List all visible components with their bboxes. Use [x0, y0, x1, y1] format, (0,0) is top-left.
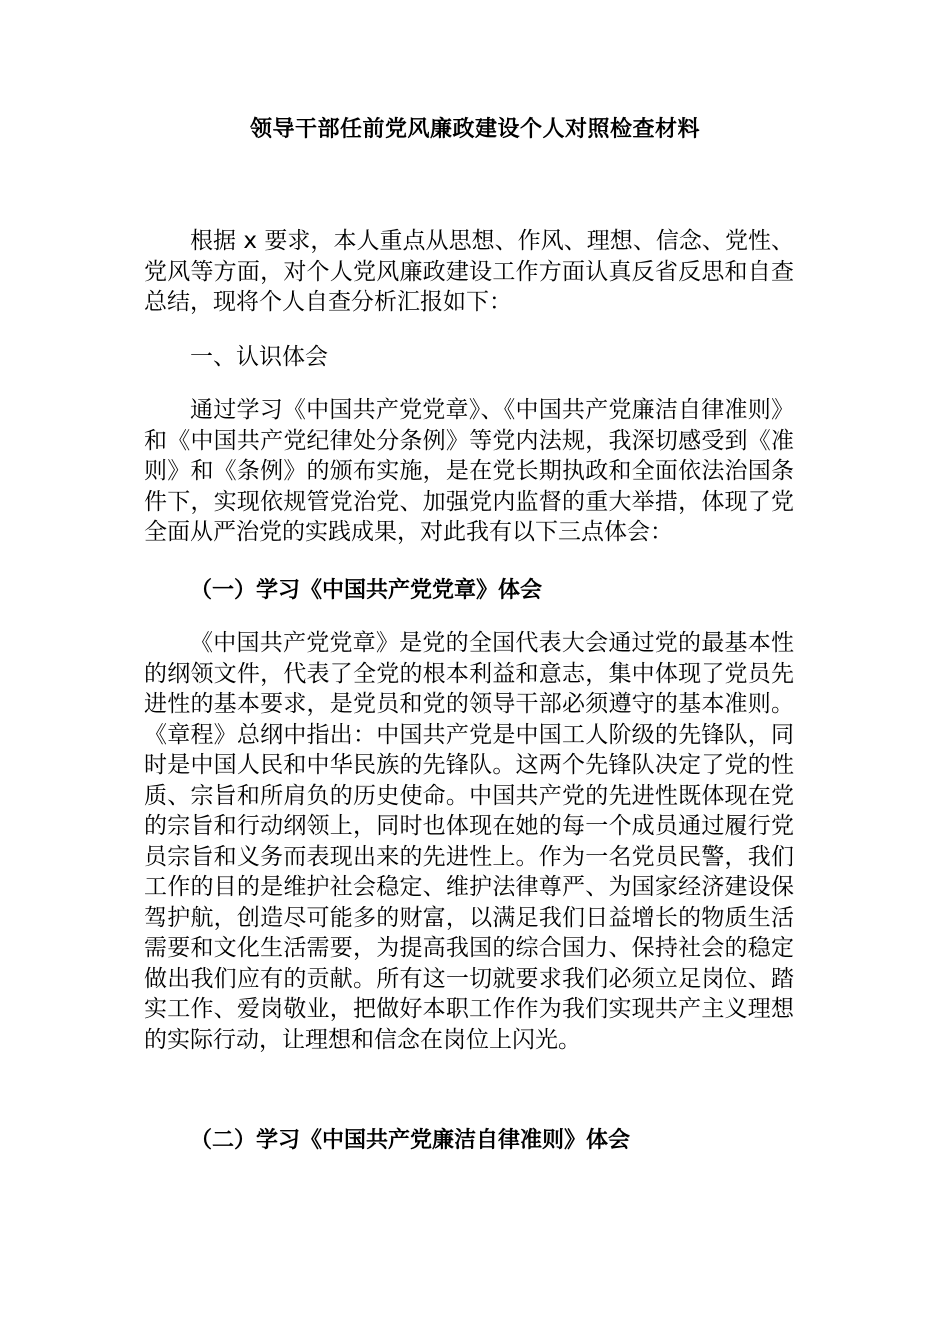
subsection-heading-party-constitution: （一）学习《中国共产党党章》体会	[190, 578, 543, 603]
document-title: 领导干部任前党风廉政建设个人对照检查材料	[249, 117, 700, 142]
section1-paragraph: 通过学习《中国共产党党章》、《中国共产党廉洁自律准则》和《中国共产党纪律处分条例》等党内法规，我深切感受到《准则》和《条例》的颁布实施，是在党长期执政和全面依法治国条件下，实现依规管党治党、加强党内监督的重大举措，体现了党全面从严治党的实践成果，对此我有以下三点体会：	[144, 397, 794, 545]
intro-paragraph: 根据 x 要求，本人重点从思想、作风、理想、信念、党性、党风等方面，对个人党风廉政建设工作方面认真反省反思和自查总结，现将个人自查分析汇报如下：	[144, 228, 794, 315]
subsection1-paragraph: 《中国共产党党章》是党的全国代表大会通过党的最基本性的纲领文件，代表了全党的根本利益和意志，集中体现了党员先进性的基本要求，是党员和党的领导干部必须遵守的基本准则。《章程》总纲中指出：中国共产党是中国工人阶级的先锋队，同时是中国人民和中华民族的先锋队。这两个先锋队决定了党的性质、宗旨和所肩负的历史使命。中国共产党的先进性既体现在党的宗旨和行动纲领上，同时也体现在她的每一个成员通过履行党员宗旨和义务而表现出来的先进性上。作为一名党员民警，我们工作的目的是维护社会稳定、维护法律尊严、为国家经济建设保驾护航，创造尽可能多的财富，以满足我们日益增长的物质生活需要和文化生活需要，为提高我国的综合国力、保持社会的稳定做出我们应有的贡献。所有这一切就要求我们必须立足岗位、踏实工作、爱岗敬业，把做好本职工作作为我们实现共产主义理想的实际行动，让理想和信念在岗位上闪光。	[144, 630, 794, 1053]
section-heading-understanding: 一、认识体会	[190, 344, 328, 370]
subsection-heading-integrity-code: （二）学习《中国共产党廉洁自律准则》体会	[190, 1128, 631, 1153]
